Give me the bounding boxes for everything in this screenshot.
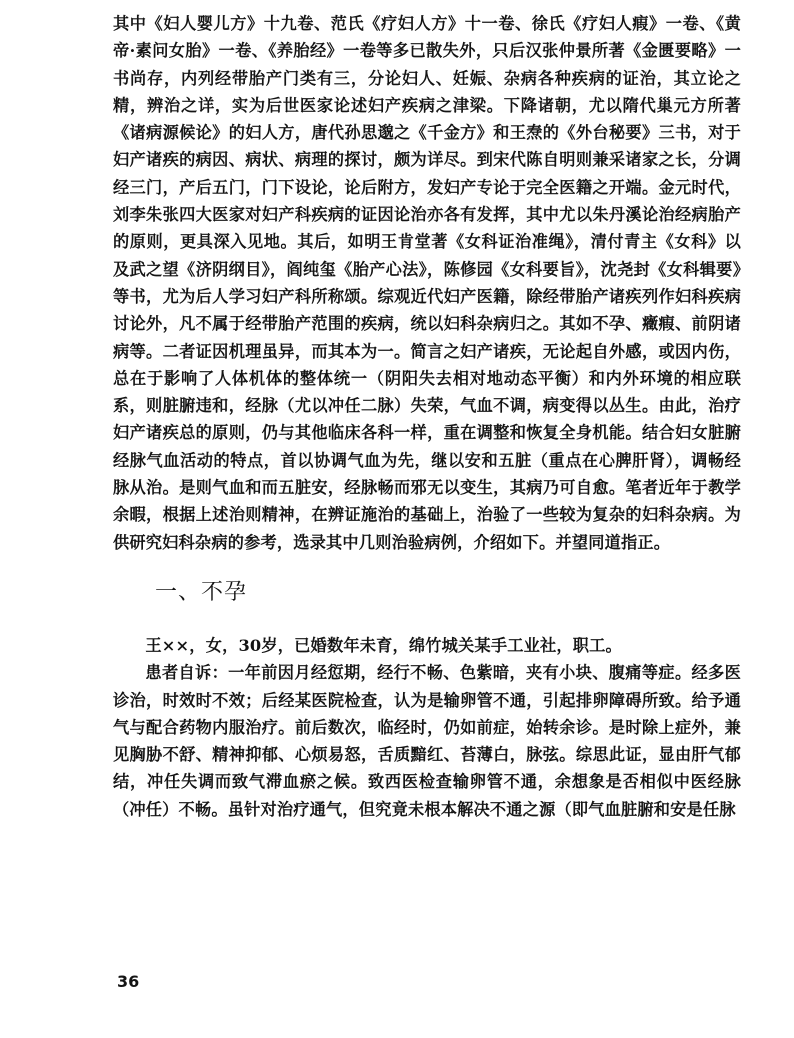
page-number: 36: [117, 972, 140, 991]
patient-complaint: 患者自诉：一年前因月经愆期，经行不畅、色紫暗，夹有小块、腹痛等症。经多医诊治，时效时不效；后经某医院检查，认为是输卵管不通，引起排卵障碍所致。给予通气与配合药物内服治疗。前后数次，临经时，仍如前症，始转余诊。是时除上症外，兼见胸胁不舒、精神抑郁、心烦易怒，舌质黯红、苔薄白，脉弦。综思此证，显由肝气郁结，冲任失调而致气滞血瘀之候。致西医检查输卵管不通，余想象是否相似中医经脉（冲任）不畅。虽针对治疗通气，但究竟未根本解决不通之源（即气血脏腑和安是任脉: [113, 663, 741, 819]
patient-info: 王××，女，30岁，已婚数年未育，绵竹城关某手工业社，职工。: [145, 635, 622, 655]
section-title: 一、不孕: [155, 579, 248, 605]
body-text: [113, 10, 741, 823]
case-text: [113, 632, 741, 823]
intro-paragraph: 其中《妇人婴儿方》十九卷、范氏《疗妇人方》十一卷、徐氏《疗妇人瘕》一卷、《黄帝·素问女胎》一卷、《养胎经》一卷等多已散失外，只后汉张仲景所著《金匮要略》一书尚存，内列经带胎产门类有三，分论妇人、妊娠、杂病各种疾病的证治，其立论之精，辨治之详，实为后世医家论述妇产疾病之津梁。下降诸朝，尤以隋代巢元方所著《诸病源候论》的妇人方，唐代孙思邈之《千金方》和王焘的《外台秘要》三书，对于妇产诸疾的病因、病状、病理的探讨，颇为详尽。到宋代陈自明则兼采诸家之长，分调经三门，产后五门，门下设论，论后附方，发妇产专论于完全医籍之开端。金元时代，刘李朱张四大医家对妇产科疾病的证因论治亦各有发挥，其中尤以朱丹溪论治经病胎产的原则，更具深入见地。其后，如明王肯堂著《女科证治准绳》，清付青主《女科》以及武之望《济阴纲目》，阎纯玺《胎产心法》，陈修园《女科要旨》，沈尧封《女科辑要》等书，尤为后人学习妇产科所称颂。综观近代妇产医籍，除经带胎产诸疾列作妇科疾病讨论外，凡不属于经带胎产范围的疾病，统以妇科杂病归之。其如不孕、癥瘕、前阴诸病等。二者证因机理虽异，而其本为一。简言之妇产诸疾，无论起自外感，或因内伤，总在于影响了人体机体的整体统一（阴阳失去相对地动态平衡）和内外环境的相应联系，则脏腑违和，经脉（尤以冲任二脉）失荣，气血不调，病变得以丛生。由此，治疗妇产诸疾总的原则，仍与其他临床各科一样，重在调整和恢复全身机能。结合妇女脏腑经脉气血活动的特点，首以协调气血为先，继以安和五脏（重点在心脾肝肾），调畅经脉从治。是则气血和而五脏安，经脉畅而邪无以变生，其病乃可自愈。笔者近年于教学余暇，根据上述治则精神，在辨证施治的基础上，治验了一些较为复杂的妇科杂病。为供研究妇科杂病的参考，选录其中几则治验病例，介绍如下。并望同道指正。: [113, 14, 741, 552]
